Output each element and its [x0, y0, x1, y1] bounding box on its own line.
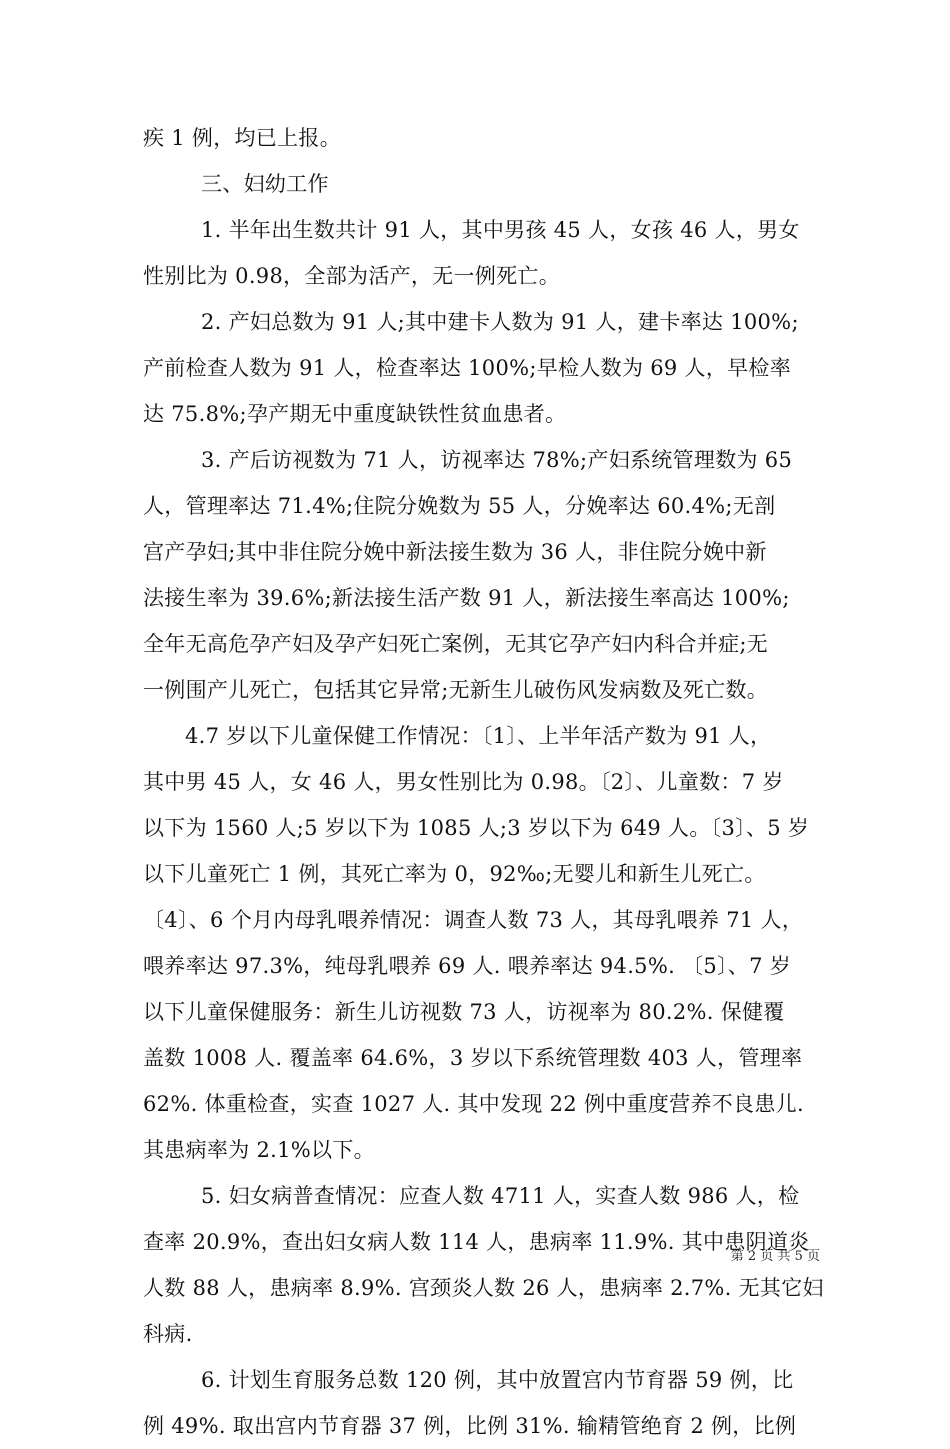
- text-line: 疾 1 例，均已上报。: [143, 126, 342, 150]
- text-line: 性别比为 0.98，全部为活产，无一例死亡。: [143, 264, 561, 288]
- text-line: 一例围产儿死亡，包括其它异常;无新生儿破伤风发病数及死亡数。: [143, 678, 769, 702]
- text-line: 盖数 1008 人. 覆盖率 64.6%，3 岁以下系统管理数 403 人，管理率: [143, 1046, 803, 1070]
- text-line: 宫产孕妇;其中非住院分娩中新法接生数为 36 人，非住院分娩中新: [143, 540, 767, 564]
- text-line: 喂养率达 97.3%，纯母乳喂养 69 人. 喂养率达 94.5%. 〔5〕、7 岁: [143, 954, 792, 978]
- page-number: 第 2 页 共 5 页: [730, 1249, 820, 1264]
- text-line: 达 75.8%;孕产期无中重度缺铁性贫血患者。: [143, 402, 567, 426]
- text-line: 科病.: [143, 1322, 193, 1346]
- text-line: 人数 88 人，患病率 8.9%. 宫颈炎人数 26 人，患病率 2.7%. 无其它妇: [143, 1276, 824, 1300]
- text-line: 以下儿童死亡 1 例，其死亡率为 0，92‰;无婴儿和新生儿死亡。: [143, 862, 766, 886]
- text-line: 产前检查人数为 91 人，检查率达 100%;早检人数为 69 人，早检率: [143, 356, 792, 380]
- text-line: 法接生率为 39.6%;新法接生活产数 91 人，新法接生率高达 100%;: [143, 586, 790, 610]
- text-line: 62%. 体重检查，实查 1027 人. 其中发现 22 例中重度营养不良患儿.: [143, 1092, 804, 1116]
- text-line: 3. 产后访视数为 71 人，访视率达 78%;产妇系统管理数为 65: [201, 448, 793, 472]
- text-line: 以下为 1560 人;5 岁以下为 1085 人;3 岁以下为 649 人。〔3〕、5 岁: [143, 816, 810, 840]
- text-line: 其中男 45 人，女 46 人，男女性别比为 0.98。〔2〕、儿童数：7 岁: [143, 770, 784, 794]
- text-line: 以下儿童保健服务：新生儿访视数 73 人，访视率为 80.2%. 保健覆: [143, 1000, 785, 1024]
- text-line: 5. 妇女病普查情况：应查人数 4711 人，实查人数 986 人，检: [201, 1184, 800, 1208]
- text-line: 1. 半年出生数共计 91 人，其中男孩 45 人，女孩 46 人，男女: [201, 218, 800, 242]
- text-line: 2. 产妇总数为 91 人;其中建卡人数为 91 人，建卡率达 100%;: [201, 310, 799, 334]
- text-line: 其患病率为 2.1%以下。: [143, 1138, 375, 1162]
- text-line: 4.7 岁以下儿童保健工作情况：〔1〕、上半年活产数为 91 人，: [185, 724, 772, 748]
- section-heading: 三、妇幼工作: [201, 172, 329, 196]
- text-line: 〔4〕、6 个月内母乳喂养情况：调查人数 73 人，其母乳喂养 71 人，: [143, 908, 804, 932]
- text-line: 全年无高危孕产妇及孕产妇死亡案例，无其它孕产妇内科合并症;无: [143, 632, 769, 656]
- text-line: 查率 20.9%，查出妇女病人数 114 人，患病率 11.9%. 其中患阴道炎: [143, 1230, 810, 1254]
- text-line: 人，管理率达 71.4%;住院分娩数为 55 人，分娩率达 60.4%;无剖: [143, 494, 776, 518]
- text-line: 6. 计划生育服务总数 120 例，其中放置宫内节育器 59 例，比: [201, 1368, 794, 1392]
- text-line: 例 49%. 取出宫内节育器 37 例，比例 31%. 输精管绝育 2 例，比例: [143, 1414, 797, 1438]
